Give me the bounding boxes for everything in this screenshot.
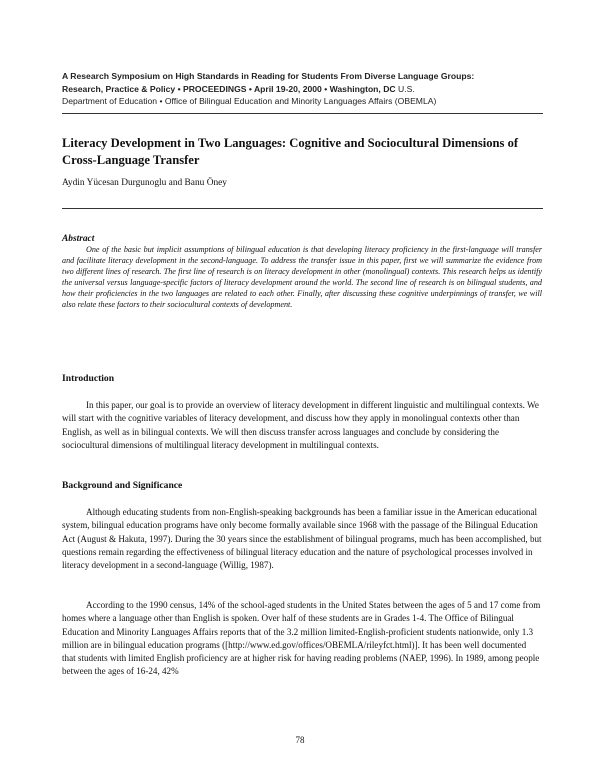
- header-divider: [62, 113, 543, 114]
- paper-authors: Aydin Yücesan Durgunoglu and Banu Öney: [62, 178, 227, 188]
- abstract-heading: Abstract: [62, 234, 95, 244]
- background-paragraph-1: Although educating students from non-English-speaking backgrounds has been a familiar issue in the American educational system, bilingual education programs have only become formally available since 1968 with the passage of the Bilingual Education Act (August & Hakuta, 1997). During the 30 years since the establishment of bilingual programs, much has been accomplished, but questions remain regarding the effectiveness of bilingual literacy education and the nature of psychological processes involved in literacy development in a second-language (Willig, 1987).: [62, 507, 542, 571]
- title-divider: [62, 208, 543, 209]
- introduction-paragraph: In this paper, our goal is to provide an overview of literacy development in different linguistic and multilingual contexts. We will start with the cognitive variables of literacy development, and discuss how they apply in monolingual contexts other than English, as well as in bilingual contexts. We will then discuss transfer across languages and conclude by considering the sociocultural dimensions of multilingual literacy development in multilingual contexts.: [62, 400, 539, 450]
- header-line-3: Department of Education • Office of Bilingual Education and Minority Languages Affairs (OBEMLA): [62, 96, 437, 106]
- background-heading: Background and Significance: [62, 480, 183, 491]
- running-header: [62, 70, 542, 108]
- abstract-text: One of the basic but implicit assumptions of bilingual education is that developing literacy proficiency in the first-language will transfer and facilitate literacy development in the second-language. To address the transfer issue in this paper, first we will summarize the evidence from two different lines of research. The first line of research is on literacy development in other (monolingual) contexts. This research helps us identify the universal versus language-specific factors of literacy development around the world. The second line of research is on bilingual students, and how their proficiencies in the two languages are related to each other. Finally, after discussing these cognitive underpinnings of transfer, we will also relate these factors to their sociocultural contexts of development.: [62, 245, 542, 309]
- paper-title: Literacy Development in Two Languages: Cognitive and Sociocultural Dimensions of Cross-Language Transfer: [62, 136, 519, 167]
- introduction-heading: Introduction: [62, 373, 115, 384]
- header-line-2-bold: Research, Practice & Policy • PROCEEDINGS • April 19-20, 2000 • Washington, DC: [62, 83, 396, 94]
- header-line-2: [62, 83, 542, 96]
- background-paragraph-2: According to the 1990 census, 14% of the school-aged students in the United States between the ages of 5 and 17 come from homes where a language other than English is spoken. Over half of these students are in Grades 1-4. The Office of Bilingual Education and Minority Languages Affairs reports that of the 3.2 million limited-English-proficient students nationwide, only 1.3 million are in bilingual education programs ([http://www.ed.gov/offices/OBEMLA/rileyfct.html)]. It has been well documented that students with limited English proficiency are at higher risk for having reading problems (NAEP, 1996). In 1989, among people between the ages of 16-24, 42%: [62, 600, 541, 677]
- header-line-1: A Research Symposium on High Standards in Reading for Students From Diverse Language Groups:: [62, 71, 475, 81]
- page-number: 78: [295, 735, 305, 745]
- header-line-2-tail: U.S.: [395, 83, 415, 94]
